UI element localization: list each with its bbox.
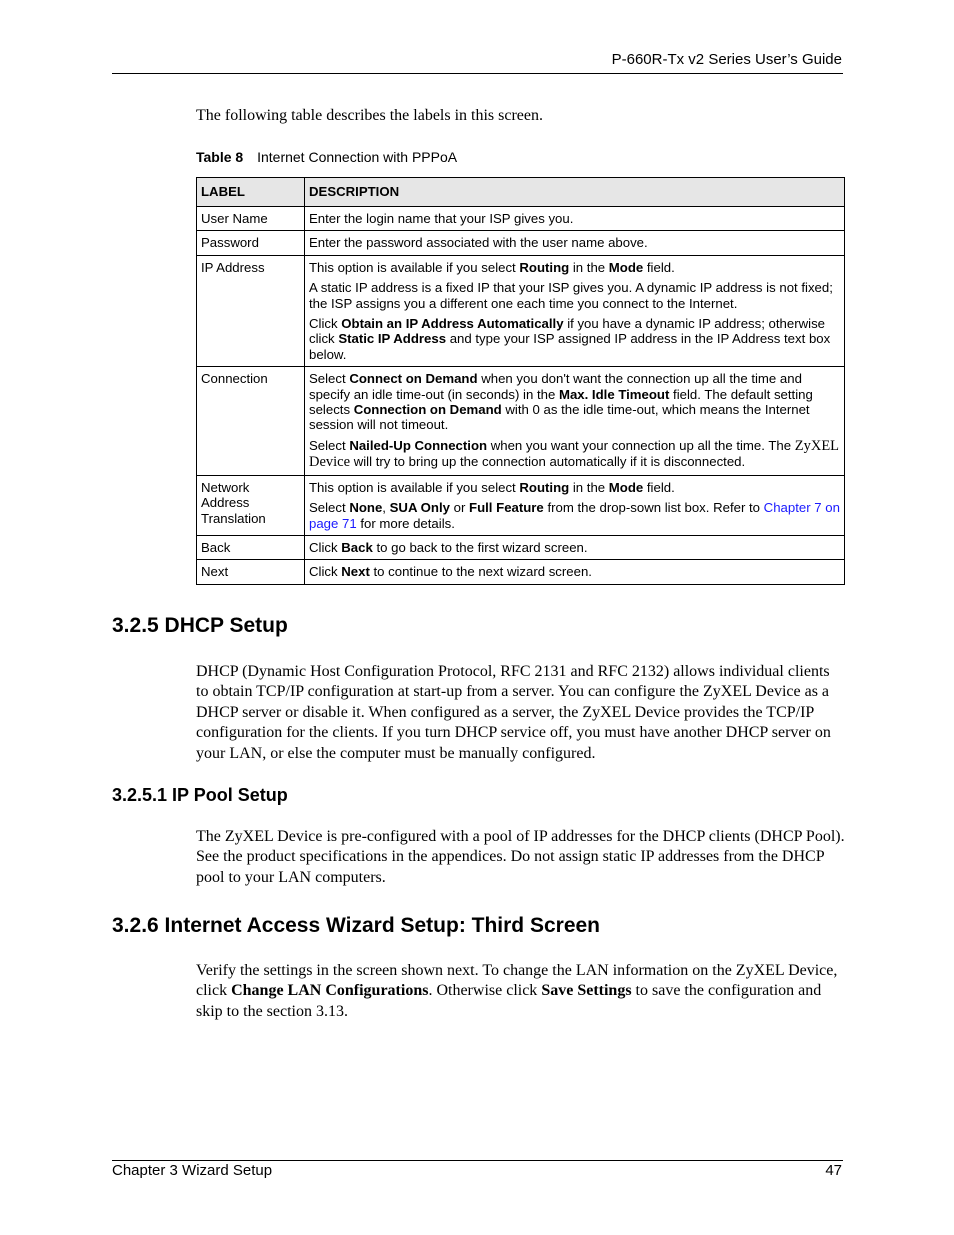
table-row <box>197 475 845 535</box>
section-heading-ip-pool-setup: 3.2.5.1 IP Pool Setup <box>112 785 288 805</box>
footer-rule <box>112 1160 843 1161</box>
ip-pool-paragraph: The ZyXEL Device is pre-configured with a pool of IP addresses for the DHCP clients (DHCP Pool). See the product specifications in the appendices. Do not assign static IP addresses from the DHCP pool to your LAN computers. <box>196 828 845 886</box>
table-row <box>197 367 845 475</box>
row-label: User Name <box>197 207 305 231</box>
description-paragraph: A static IP address is a fixed IP that your ISP gives you. A dynamic IP address is not fixed; the ISP assigns you a different one each time you connect to the Internet. <box>309 280 833 311</box>
description-paragraph: Select Nailed-Up Connection when you want your connection up all the time. The ZyXEL Device will try to bring up the connection automatically if it is disconnected. <box>309 437 839 471</box>
description-paragraph: This option is available if you select Routing in the Mode field. <box>309 479 675 495</box>
running-header: P-660R-Tx v2 Series User’s Guide <box>611 51 842 68</box>
table-caption-number: Table 8 <box>196 149 244 165</box>
table-row <box>197 231 845 255</box>
description-paragraph: Click Obtain an IP Address Automatically if you have a dynamic IP address; otherwise click Static IP Address and type your ISP assigned IP address in the IP Address text box below. <box>309 316 831 362</box>
row-description: Click Next to continue to the next wizard screen. <box>305 560 845 584</box>
page-number: 47 <box>825 1162 842 1179</box>
row-label: IP Address <box>197 255 305 366</box>
row-description: Enter the password associated with the user name above. <box>305 231 845 255</box>
label-description-table <box>196 177 845 585</box>
row-description <box>305 367 845 475</box>
description-paragraph: Select None, SUA Only or Full Feature from the drop-sown list box. Refer to Chapter 7 on page 71 for more details. <box>309 500 840 531</box>
row-description <box>305 255 845 366</box>
row-label: Next <box>197 560 305 584</box>
description-paragraph: This option is available if you select Routing in the Mode field. <box>309 259 675 275</box>
table-row <box>197 255 845 366</box>
header-rule <box>112 73 843 74</box>
row-label: Back <box>197 535 305 559</box>
table-row <box>197 560 845 584</box>
footer-chapter: Chapter 3 Wizard Setup <box>112 1162 273 1179</box>
table-header-row <box>197 178 845 207</box>
row-description <box>305 475 845 535</box>
column-header-description: DESCRIPTION <box>305 178 845 207</box>
row-label: Password <box>197 231 305 255</box>
chapter-7-link[interactable]: Chapter 7 on page 71 <box>309 500 840 531</box>
section-heading-dhcp-setup: 3.2.5 DHCP Setup <box>112 614 288 637</box>
description-paragraph: Select Connect on Demand when you don't want the connection up all the time and specify an idle time-out (in seconds) in the Max. Idle Timeout field. The default setting selects Connection on Demand with 0 as the idle time-out, which means the Internet session will not timeout. <box>309 371 813 433</box>
row-description: Click Back to go back to the first wizard screen. <box>305 535 845 559</box>
intro-text: The following table describes the labels in this screen. <box>196 107 544 124</box>
column-header-label: LABEL <box>197 178 305 207</box>
row-label: Network Address Translation <box>197 475 305 535</box>
row-label: Connection <box>197 367 305 475</box>
table-caption-title: Internet Connection with PPPoA <box>257 149 458 165</box>
table-row <box>197 207 845 231</box>
dhcp-paragraph: DHCP (Dynamic Host Configuration Protocol, RFC 2131 and RFC 2132) allows individual clients to obtain TCP/IP configuration at start-up from a server. You can configure the ZyXEL Device as a DHCP server or disable it. When configured as a server, the ZyXEL Device provides the TCP/IP configuration for the clients. If you turn DHCP service off, you must have another DHCP server on your LAN, or else the computer must be manually configured. <box>196 663 831 762</box>
section-heading-third-screen: 3.2.6 Internet Access Wizard Setup: Third Screen <box>112 914 601 937</box>
table-caption <box>196 149 457 165</box>
table-row <box>197 535 845 559</box>
row-description: Enter the login name that your ISP gives you. <box>305 207 845 231</box>
third-screen-paragraph: Verify the settings in the screen shown next. To change the LAN information on the ZyXEL Device, click Change LAN Configurations. Otherwise click Save Settings to save the configuration and skip to the section 3.13. <box>196 962 838 1020</box>
